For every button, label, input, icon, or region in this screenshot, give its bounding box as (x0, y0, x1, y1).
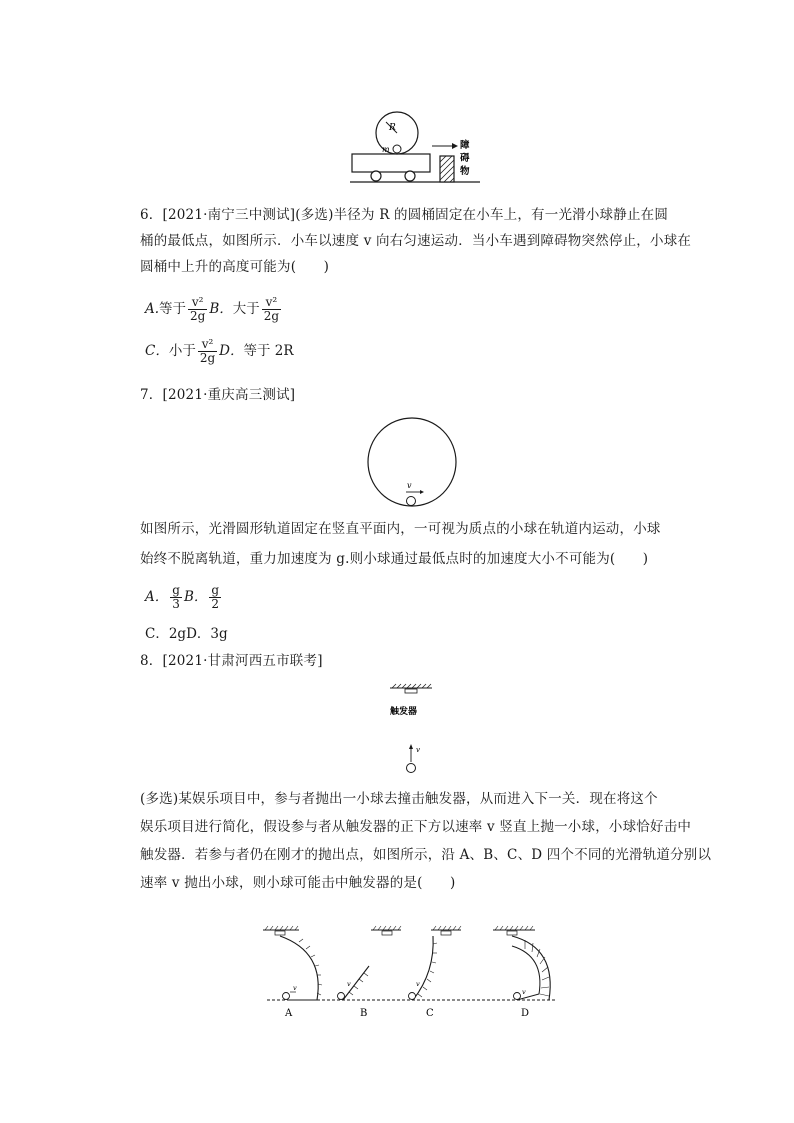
q6-line-1: 6．[2021·南宁三中测试](多选)半径为 R 的圆桶固定在小车上，有一光滑小球静止在圆 (140, 207, 669, 223)
track-b (338, 926, 402, 1019)
q6-fraction-b: $\frac{\text{v²}}{2g}$ (263, 295, 280, 323)
q6-fraction-a: $\frac{\text{v²}}{2g}$ (190, 295, 206, 323)
q7-fraction-a: $\frac{g}{3}$ (172, 583, 180, 611)
q6-option-d-prefix: D． (219, 343, 244, 359)
track-a-label: A (285, 1008, 293, 1019)
q6-option-b-prefix: B． (209, 301, 233, 317)
track-c-v: v (416, 980, 420, 988)
q7-option-a-prefix: A． (145, 589, 169, 605)
track-c (409, 926, 462, 1019)
track-d-v: v (522, 988, 526, 996)
q7-line-1: 如图所示，光滑圆形轨道固定在竖直平面内，一可视为质点的小球在轨道内运动，小球 (140, 521, 661, 537)
q7-option-d: D．3g (186, 626, 228, 642)
label-R: R (389, 123, 396, 133)
figure-four-tracks (255, 922, 565, 1022)
track-a (263, 926, 322, 1019)
q7-option-c: C．2g (145, 626, 187, 642)
q6-option-c-prefix: C． (145, 343, 169, 359)
obstacle-char-2: 碍 (460, 153, 470, 164)
q8-title: 8．[2021·甘肃河西五市联考] (140, 653, 323, 669)
q7-option-b-prefix: B． (183, 589, 208, 605)
track-b-v: v (347, 980, 351, 988)
q7-line-2: 始终不脱离轨道，重力加速度为 g.则小球通过最低点时的加速度大小不可能为( ) (140, 551, 649, 567)
obstacle-char-3: 物 (460, 166, 470, 177)
q7-options-ab (145, 584, 223, 611)
q6-line-2: 桶的最低点，如图所示．小车以速度 v 向右匀速运动．当小车遇到障碍物突然停止，小球在 (140, 233, 692, 249)
label-m: m (382, 145, 390, 154)
q7-options-cd (145, 622, 228, 642)
track-a-v: v (293, 984, 297, 992)
track-d-label: D (521, 1008, 530, 1019)
q6-option-b-text: 大于 (232, 301, 260, 317)
track-b-label: B (360, 1008, 368, 1019)
label-v-vertical: v (416, 746, 420, 754)
figure-trigger-vertical (380, 682, 440, 776)
q6-options-cd (145, 338, 294, 365)
figure-cart-cylinder (340, 108, 490, 188)
q6-option-a-text: 等于 (159, 301, 187, 317)
q8-line-2: 娱乐项目进行简化，假设参与者从触发器的正下方以速率 v 竖直上抛一小球，小球恰好击中 (140, 819, 692, 835)
q7-fraction-b: $\frac{g}{2}$ (211, 583, 220, 611)
trigger-label: 触发器 (390, 707, 418, 717)
q6-fraction-c: $\frac{\text{v²}}{2g}$ (199, 337, 216, 365)
track-c-label: C (426, 1008, 434, 1019)
obstacle-char-1: 障 (460, 140, 470, 151)
q6-line-3: 圆桶中上升的高度可能为( ) (140, 259, 330, 275)
q6-options-ab (145, 296, 283, 323)
q8-line-4: 速率 v 抛出小球，则小球可能击中触发器的是( ) (140, 875, 456, 891)
figure-circular-track (360, 412, 464, 512)
q6-option-c-text: 小于 (168, 343, 196, 359)
q6-option-a-prefix: A. (145, 301, 160, 317)
q8-line-1: (多选)某娱乐项目中，参与者抛出一小球去撞击触发器，从而进入下一关．现在将这个 (140, 791, 658, 807)
q8-line-3: 触发器．若参与者仍在刚才的抛出点，如图所示，沿 A、B、C、D 四个不同的光滑轨道分别以 (140, 847, 712, 863)
track-d (493, 926, 550, 1019)
q7-title: 7．[2021·重庆高三测试] (140, 387, 296, 403)
q6-option-d-text: 等于 2R (243, 343, 294, 359)
label-v: v (407, 481, 412, 490)
